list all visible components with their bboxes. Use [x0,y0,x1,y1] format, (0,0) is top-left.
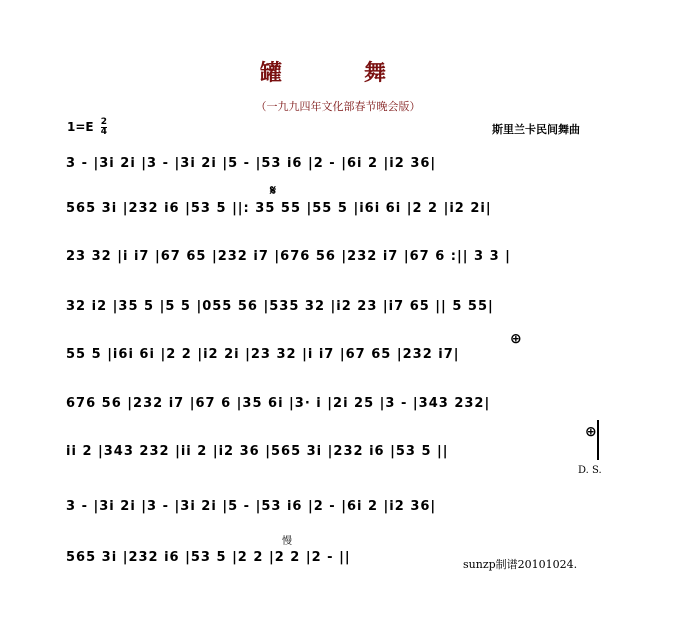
coda-icon: ⊕ [510,331,522,347]
time-numerator: 2 [100,117,108,127]
genre-label: 斯里兰卡民间舞曲 [492,123,580,136]
tempo-slow-marking: 慢 [282,536,292,547]
score-row-1: 3 - |3i 2i |3 - |3i 2i |5 - |53 i6 |2 - |6i 2 |i2 36| [66,156,437,171]
score-row-2: 565 3i |232 i6 |53 5 ||: 35 55 |55 5 |i6i 6i |2 2 |i2 2i| [66,201,492,216]
score-row-9: 565 3i |232 i6 |53 5 |2 2 |2 2 |2 - || [66,550,351,565]
song-subtitle: （一九九四年文化部春节晚会版） [255,100,421,113]
segno-icon: 𝄋 [270,183,277,199]
time-denominator: 4 [100,127,108,137]
score-row-4: 32 i2 |35 5 |5 5 |055 56 |535 32 |i2 23 |i7 65 || 5 55| [66,299,494,314]
time-signature [101,118,107,137]
key-signature [67,118,107,137]
score-row-6: 676 56 |232 i7 |67 6 |35 6i |3· i |2i 25 |3 - |343 232| [66,396,491,411]
key-label: 1=E [67,120,94,134]
score-row-3: 23 32 |i i7 |67 65 |232 i7 |676 56 |232 i7 |67 6 :|| 3 3 | [66,249,511,264]
transcriber-credit: sunzp制谱20101024. [463,558,578,571]
ds-marking: D. S. [578,465,602,476]
coda-icon-2: ⊕ [585,424,597,440]
score-row-7: ii 2 |343 232 |ii 2 |i2 36 |565 3i |232 i6 |53 5 || [66,444,449,459]
score-row-5: 55 5 |i6i 6i |2 2 |i2 2i |23 32 |i i7 |67 65 |232 i7| [66,347,460,362]
song-title: 罐 舞 [259,60,416,86]
score-row-8: 3 - |3i 2i |3 - |3i 2i |5 - |53 i6 |2 - |6i 2 |i2 36| [66,499,437,514]
final-barline [597,420,599,460]
